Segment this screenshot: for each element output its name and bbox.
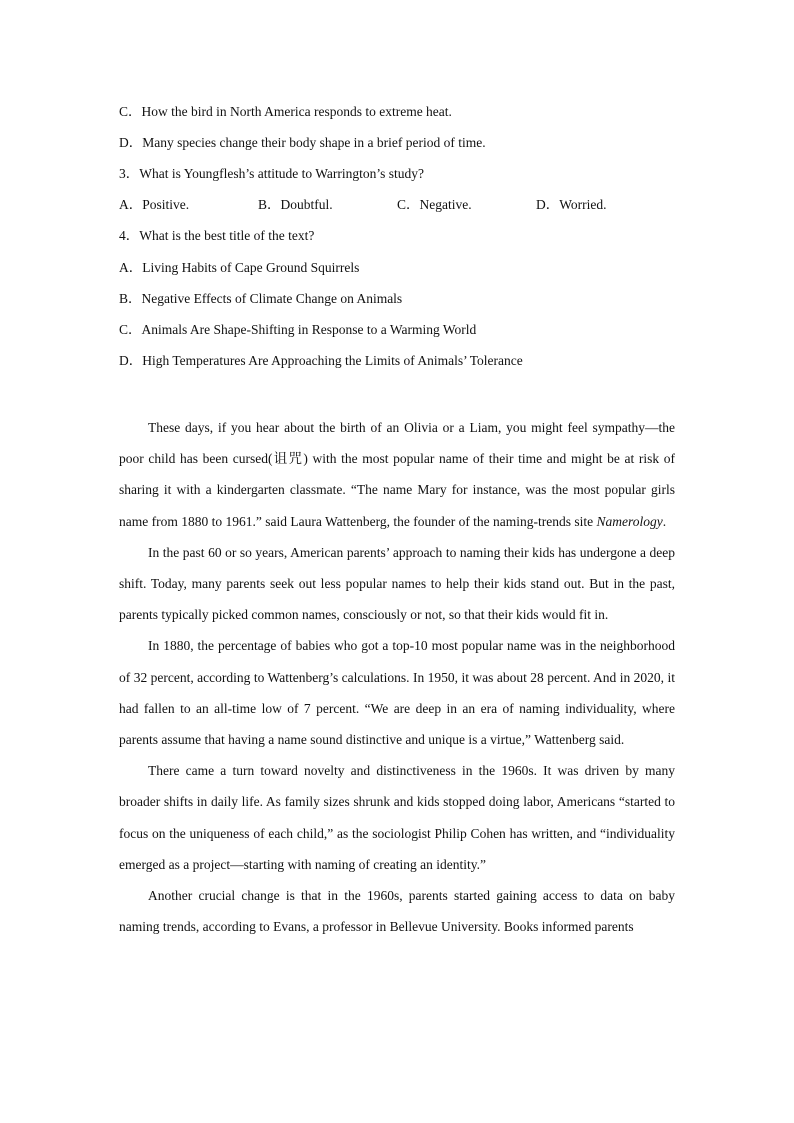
q3-option-c: C．Negative. — [397, 197, 472, 212]
passage-paragraph-5: Another crucial change is that in the 1960s, parents started gaining access to data on baby naming trends, according to Evans, a professor in Bellevue University. Books informed parents — [119, 888, 675, 935]
q3-option-d: D．Worried. — [536, 197, 607, 212]
q2-option-d: D．Many species change their body shape in a brief period of time. — [119, 135, 486, 150]
q2-option-c: C．How the bird in North America responds to extreme heat. — [119, 104, 452, 119]
q4-option-b: B．Negative Effects of Climate Change on Animals — [119, 291, 403, 306]
q4-option-d: D．High Temperatures Are Approaching the Limits of Animals’ Tolerance — [119, 353, 523, 368]
passage-paragraph-4: There came a turn toward novelty and distinctiveness in the 1960s. It was driven by many broader shifts in daily life. As family sizes shrunk and kids stopped doing labor, Americans “started to focus on the uniqueness of each child,” as the sociologist Philip Cohen has written, and “individuality emerged as a project—starting with naming of creating an identity.” — [119, 763, 675, 872]
site-name-namerology: Namerology — [596, 513, 663, 529]
q4-option-a: A．Living Habits of Cape Ground Squirrels — [119, 260, 360, 275]
paragraph-1-end: . — [662, 513, 667, 529]
q3-stem: 3．What is Youngflesh’s attitude to Warrington’s study? — [119, 166, 425, 181]
passage-paragraph-1 — [119, 412, 675, 537]
q3-option-b: B．Doubtful. — [258, 197, 333, 212]
passage-paragraph-2: In the past 60 or so years, American parents’ approach to naming their kids has undergone a deep shift. Today, many parents seek out less popular names to help their kids stand out. But in the past, parents typically picked common names, consciously or not, so that their kids would fit in. — [119, 544, 675, 623]
q3-option-a: A．Positive. — [119, 197, 190, 212]
paragraph-1-text: These days, if you hear about the birth of an Olivia or a Liam, you might feel sympathy—the poor child has been cursed(诅咒) with the most popular name of their time and might be at risk of sharing it with a kindergarten classmate. “The name Mary for instance, was the most popular girls name from 1880 to 1961.” said Laura Wattenberg, the founder of the naming-trends site — [119, 420, 675, 529]
q3-options-row — [119, 196, 679, 214]
reading-passage — [119, 412, 675, 942]
q4-option-c: C．Animals Are Shape-Shifting in Response to a Warming World — [119, 322, 477, 337]
passage-paragraph-3: In 1880, the percentage of babies who got a top-10 most popular name was in the neighborhood of 32 percent, according to Wattenberg’s calculations. In 1950, it was about 28 percent. And in 2020, it had fallen to an all-time low of 7 percent. “We are deep in an era of naming individuality, where parents assume that having a name sound distinctive and unique is a virtue,” Wattenberg said. — [119, 638, 675, 748]
q4-stem: 4．What is the best title of the text? — [119, 228, 315, 243]
